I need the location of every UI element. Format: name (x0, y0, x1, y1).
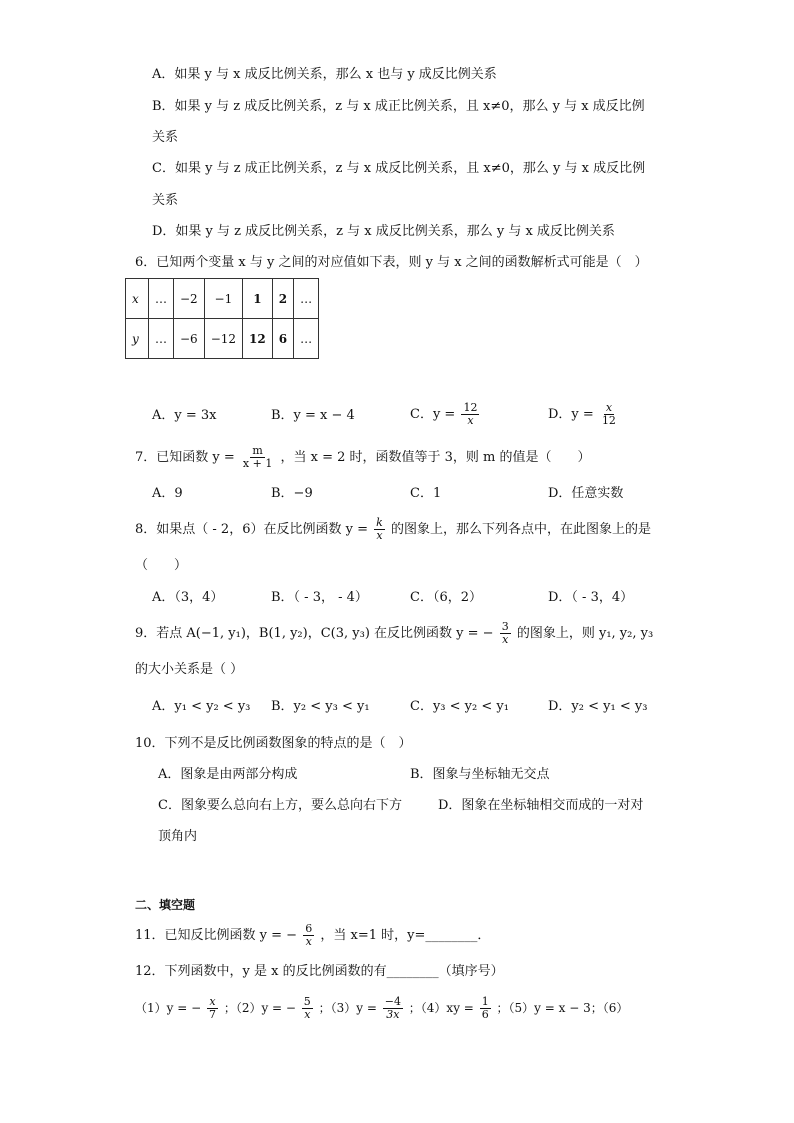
q6-option-c-label: C．y = (410, 407, 456, 422)
q10-option-c: C．图象要么总向右上方，要么总向右下方 (158, 798, 402, 813)
q6-stem: 6．已知两个变量 x 与 y 之间的对应值如下表，则 y 与 x 之间的函数解析式可能是（ ） (135, 255, 648, 270)
q7-option-c: C．1 (410, 486, 442, 501)
q10-stem: 10．下列不是反比例函数图象的特点的是（ ） (135, 736, 412, 751)
table-cell: −1 (204, 279, 242, 319)
q8-stem-prefix: 8．如果点（ - 2，6）在反比例函数 y = (135, 522, 368, 537)
q7-stem-prefix: 7．已知函数 y = (135, 450, 235, 465)
q10-option-d-continued: 顶角内 (158, 829, 198, 844)
fraction-numerator: 6 (305, 922, 313, 935)
q5-option-c: C．如果 y 与 z 成正比例关系，z 与 x 成反比例关系，且 x≠0，那么 y 与 x 成反比例 (152, 161, 646, 176)
q9-stem-prefix: 9．若点 A(−1, y₁)，B(1, y₂)，C(3, y₃) 在反比例函数 y = − (135, 626, 494, 641)
table-row (126, 319, 319, 359)
q12-stem: 12．下列函数中，y 是 x 的反比例函数的有________（填序号） (135, 964, 504, 979)
table-cell: … (294, 319, 319, 359)
fraction-denominator: x (376, 529, 383, 542)
table-cell: −12 (204, 319, 242, 359)
table-cell: … (149, 319, 174, 359)
table-row-head: x (126, 279, 149, 319)
table-row-head: y (126, 319, 149, 359)
section-title-fill-in: 二、填空题 (135, 898, 196, 912)
fraction-denominator: 3x (386, 1008, 400, 1021)
q8-option-a: A．（3，4） (152, 590, 224, 605)
fraction-numerator: x (209, 995, 216, 1008)
q8-option-d: D．（ - 3，4） (548, 590, 634, 605)
q5-option-b-continued: 关系 (152, 130, 179, 145)
fraction-denominator: 6 (481, 1008, 489, 1021)
q9-option-c: C．y₃ < y₂ < y₁ (410, 699, 509, 714)
q6-option-d-fraction (600, 402, 618, 427)
q6-option-d (548, 399, 620, 431)
q9-stem-suffix: 的图象上，则 y₁, y₂, y₃ (516, 626, 654, 641)
q9-option-d: D．y₂ < y₁ < y₃ (548, 699, 648, 714)
table-cell: −2 (174, 279, 205, 319)
q7-option-a: A．9 (152, 486, 183, 501)
table-cell: 1 (243, 279, 273, 319)
fraction-numerator: k (376, 516, 383, 529)
fraction-denominator: x (305, 935, 312, 948)
q6-value-table (125, 278, 319, 359)
fraction-denominator: x (304, 1008, 311, 1021)
q5-option-d: D．如果 y 与 z 成反比例关系，z 与 x 成反比例关系，那么 y 与 x 成反比例关系 (152, 224, 615, 239)
q9-fraction (500, 621, 511, 646)
fraction-denominator: x (467, 414, 474, 427)
fraction-denominator: x + 1 (242, 457, 273, 470)
q12-item-4-fraction (480, 996, 491, 1021)
q10-option-a: A．图象是由两部分构成 (158, 767, 298, 782)
q11-stem (135, 920, 490, 952)
fraction-denominator: 7 (208, 1008, 216, 1021)
q12-item-1-prefix: （1）y = − (135, 1001, 202, 1015)
q10-option-b: B．图象与坐标轴无交点 (410, 767, 550, 782)
q6-option-b: B．y = x − 4 (271, 408, 355, 423)
table-cell: 12 (243, 319, 273, 359)
q8-stem-suffix: 的图象上，那么下列各点中，在此图象上的是 (390, 522, 651, 537)
q7-option-d: D．任意实数 (548, 486, 624, 501)
q10-option-d: D．图象在坐标轴相交而成的一对对 (438, 798, 644, 813)
q12-item-4-prefix: ；（4）xy = (408, 1001, 474, 1015)
q8-fraction (374, 517, 385, 542)
table-cell: 6 (272, 319, 293, 359)
q7-option-b: B．−9 (271, 486, 313, 501)
fraction-numerator: x (605, 401, 613, 414)
q12-item-5-and-6: ；（5）y = x − 3；（6） (496, 1001, 629, 1015)
table-cell: 2 (272, 279, 293, 319)
q12-item-1-fraction (207, 996, 218, 1021)
fraction-denominator: x (502, 633, 509, 646)
q8-option-c: C．（6，2） (410, 590, 482, 605)
q12-item-3-fraction (383, 996, 403, 1021)
q7-fraction (241, 445, 274, 470)
q5-option-b: B．如果 y 与 z 成反比例关系，z 与 x 成正比例关系，且 x≠0，那么 y 与 x 成反比例 (152, 99, 645, 114)
q7-stem (135, 442, 591, 474)
q6-option-c (410, 399, 481, 431)
table-cell: −6 (174, 319, 205, 359)
fraction-numerator: 12 (463, 401, 478, 414)
q5-option-a: A．如果 y 与 x 成反比例关系，那么 x 也与 y 成反比例关系 (152, 67, 497, 82)
q9-stem (135, 618, 653, 650)
q8-option-b: B．（ - 3， - 4） (271, 590, 368, 605)
q9-option-a: A．y₁ < y₂ < y₃ (152, 699, 251, 714)
q12-item-2-prefix: ；（2）y = − (223, 1001, 296, 1015)
q12-candidates (135, 992, 628, 1024)
table-cell: … (149, 279, 174, 319)
fraction-numerator: 1 (481, 995, 489, 1008)
q11-stem-prefix: 11．已知反比例函数 y = − (135, 928, 298, 943)
q6-option-c-fraction (461, 402, 479, 427)
fraction-numerator: 5 (303, 995, 311, 1008)
fraction-numerator: m (252, 444, 263, 457)
q12-item-2-fraction (302, 996, 313, 1021)
q11-stem-suffix: ，当 x=1 时，y=________． (320, 928, 491, 943)
q6-option-d-label: D．y = (548, 407, 594, 422)
q8-stem (135, 514, 651, 546)
fraction-denominator: 12 (601, 414, 616, 427)
q7-stem-suffix: ，当 x = 2 时，函数值等于 3，则 m 的值是（ ） (280, 450, 591, 465)
fraction-numerator: 3 (501, 620, 509, 633)
fraction-numerator: −4 (384, 995, 401, 1008)
table-row (126, 279, 319, 319)
table-cell: … (294, 279, 319, 319)
q11-fraction (303, 923, 314, 948)
q8-answer-brackets: （ ） (135, 558, 188, 573)
q12-item-3-prefix: ；（3）y = (318, 1001, 377, 1015)
q6-option-a: A．y = 3x (152, 408, 217, 423)
q5-option-c-continued: 关系 (152, 193, 179, 208)
q9-option-b: B．y₂ < y₃ < y₁ (271, 699, 370, 714)
q9-stem-continued: 的大小关系是（ ） (135, 662, 244, 677)
